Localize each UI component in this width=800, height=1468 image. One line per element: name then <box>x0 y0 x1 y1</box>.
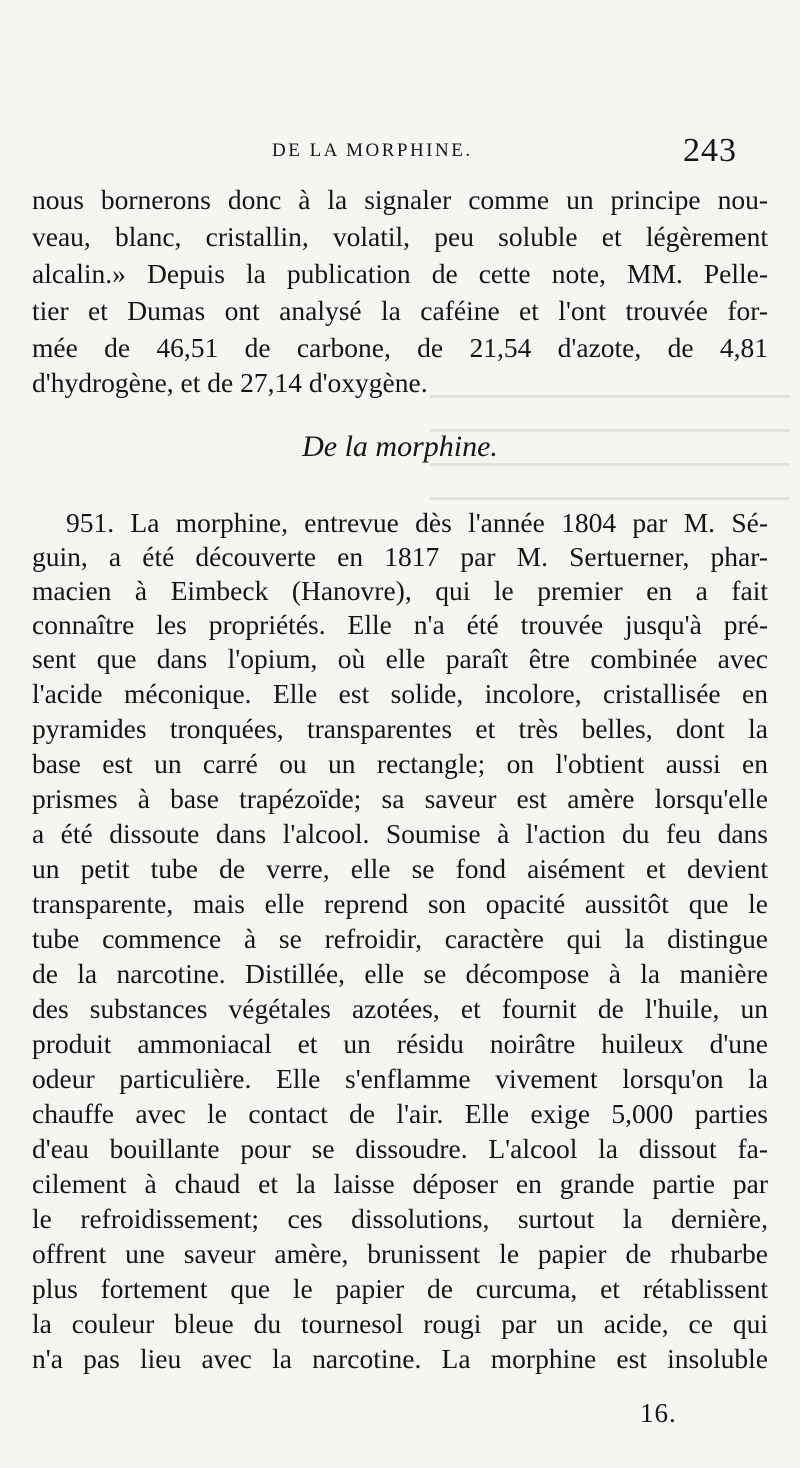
text-line: alcalin.» Depuis la publication de cette note, MM. Pelle- <box>32 258 768 289</box>
section-title: De la morphine. <box>302 430 498 463</box>
text-line: n'a pas lieu avec la narcotine. La morphine est insoluble <box>32 1343 768 1374</box>
text-line: chauffe avec le contact de l'air. Elle exige 5,000 parties <box>32 1098 768 1129</box>
text-line: macien à Eimbeck (Hanovre), qui le premier en a fait <box>32 575 768 606</box>
text-line: prismes à base trapézoïde; sa saveur est amère lorsqu'elle <box>32 783 768 814</box>
text-line: 951. La morphine, entrevue dès l'année 1804 par M. Sé- <box>66 507 768 538</box>
text-line: cilement à chaud et la laisse déposer en grande partie par <box>32 1168 768 1199</box>
text-line: un petit tube de verre, elle se fond aisément et devient <box>32 853 768 884</box>
running-title: DE LA MORPHINE. <box>272 140 473 161</box>
text-line: transparente, mais elle reprend son opacité aussitôt que le <box>32 888 768 919</box>
text-line: veau, blanc, cristallin, volatil, peu soluble et légèrement <box>32 221 768 252</box>
text-line: des substances végétales azotées, et fournit de l'huile, un <box>32 993 768 1024</box>
text-line: odeur particulière. Elle s'enflamme vivement lorsqu'on la <box>32 1063 768 1094</box>
text-line: la couleur bleue du tournesol rougi par un acide, ce qui <box>32 1308 768 1339</box>
text-line: de la narcotine. Distillée, elle se décompose à la manière <box>32 958 768 989</box>
text-line: l'acide méconique. Elle est solide, incolore, cristallisée en <box>32 678 768 709</box>
text-line: connaître les propriétés. Elle n'a été trouvée jusqu'à pré- <box>32 609 768 640</box>
text-line: plus fortement que le papier de curcuma, et rétablissent <box>32 1273 768 1304</box>
text-line: base est un carré ou un rectangle; on l'obtient aussi en <box>32 748 768 779</box>
text-line: tube commence à se refroidir, caractère qui la distingue <box>32 923 768 954</box>
text-line: nous bornerons donc à la signaler comme un principe nou- <box>32 184 768 215</box>
text-line: le refroidissement; ces dissolutions, surtout la dernière, <box>32 1203 768 1234</box>
text-line: tier et Dumas ont analysé la caféine et l'ont trouvée for- <box>32 295 768 326</box>
text-line: produit ammoniacal et un résidu noirâtre huileux d'une <box>32 1028 768 1059</box>
text-line: pyramides tronquées, transparentes et très belles, dont la <box>32 713 768 744</box>
text-line: a été dissoute dans l'alcool. Soumise à l'action du feu dans <box>32 818 768 849</box>
signature-mark: 16. <box>640 1398 677 1428</box>
text-line: d'hydrogène, et de 27,14 d'oxygène. <box>32 367 428 398</box>
page-number: 243 <box>683 132 737 169</box>
text-line: offrent une saveur amère, brunissent le papier de rhubarbe <box>32 1238 768 1269</box>
text-line: d'eau bouillante pour se dissoudre. L'alcool la dissout fa- <box>32 1133 768 1164</box>
page-header <box>0 132 800 172</box>
text-line: sent que dans l'opium, où elle paraît être combinée avec <box>32 643 768 674</box>
text-line: mée de 46,51 de carbone, de 21,54 d'azote, de 4,81 <box>32 332 768 363</box>
text-line: guin, a été découverte en 1817 par M. Sertuerner, phar- <box>32 541 768 572</box>
